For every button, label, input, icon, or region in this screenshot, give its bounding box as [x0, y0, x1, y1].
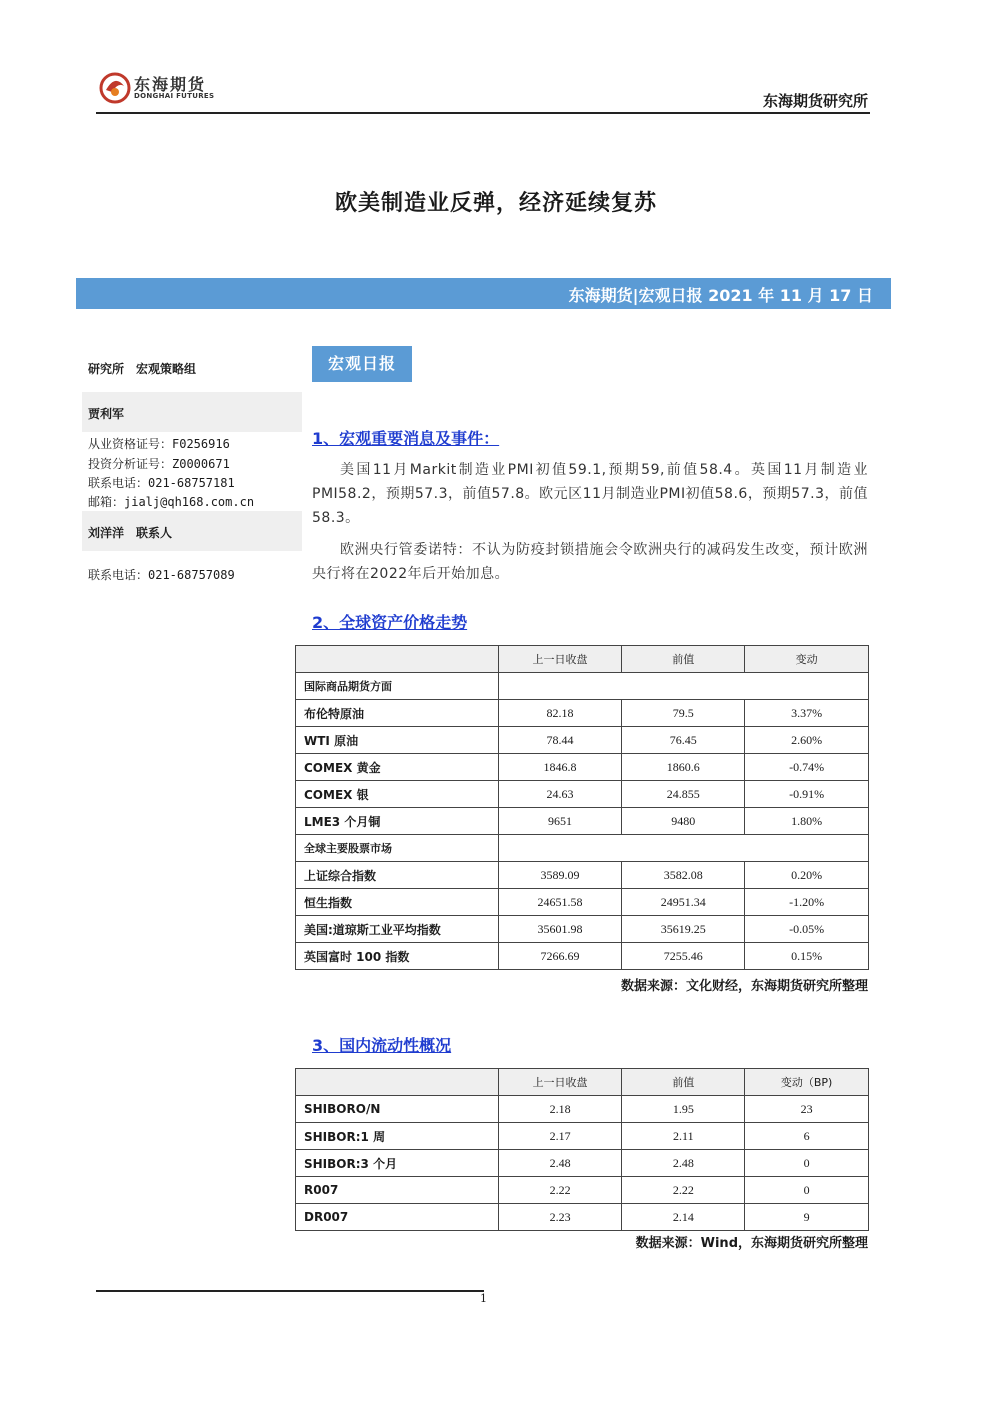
prev-close: 2.18 [498, 1096, 622, 1123]
rate-name: SHIBOR:1 周 [296, 1123, 499, 1150]
prev-close: 24.63 [498, 781, 622, 808]
analyst1-invest-cert: 投资分析证号：Z0000671 [88, 457, 230, 471]
analyst1-phone: 联系电话：021-68757181 [88, 476, 235, 490]
asset-name: 布伦特原油 [296, 700, 499, 727]
table-header-row [296, 646, 869, 673]
asset-name: COMEX 银 [296, 781, 499, 808]
rate-name: DR007 [296, 1204, 499, 1231]
prior-value: 79.5 [622, 700, 745, 727]
table-row [296, 1177, 869, 1204]
table-row [296, 700, 869, 727]
table-row [296, 808, 869, 835]
asset-name: 上证综合指数 [296, 862, 499, 889]
prev-close: 3589.09 [498, 862, 622, 889]
report-banner [76, 278, 891, 309]
prior-value: 76.45 [622, 727, 745, 754]
prev-close: 9651 [498, 808, 622, 835]
analyst1-name: 贾利军 [88, 407, 125, 421]
group-label: 国际商品期货方面 [296, 673, 499, 700]
liquidity-table [295, 1068, 869, 1231]
section3-source: 数据来源：Wind，东海期货研究所整理 [635, 1236, 868, 1251]
change: -1.20% [745, 889, 869, 916]
section2-title: 2、全球资产价格走势 [312, 613, 468, 632]
change-bp: 0 [745, 1150, 869, 1177]
asset-name: LME3 个月铜 [296, 808, 499, 835]
change: 2.60% [745, 727, 869, 754]
table-row [296, 754, 869, 781]
prev-close: 2.17 [498, 1123, 622, 1150]
change-bp: 6 [745, 1123, 869, 1150]
prior-value: 24.855 [622, 781, 745, 808]
header-cell: 前值 [622, 1069, 745, 1096]
analyst2-phone: 联系电话：021-68757089 [88, 568, 235, 582]
prior-value: 9480 [622, 808, 745, 835]
report-title: 欧美制造业反弹，经济延续复苏 [334, 191, 657, 216]
page-number: 1 [480, 1292, 487, 1305]
header-divider [96, 112, 870, 114]
prev-close: 2.48 [498, 1150, 622, 1177]
prev-close: 1846.8 [498, 754, 622, 781]
change: 0.20% [745, 862, 869, 889]
asset-name: 英国富时 100 指数 [296, 943, 499, 970]
institute-name: 东海期货研究所 [762, 92, 868, 110]
rate-name: SHIBOR:3 个月 [296, 1150, 499, 1177]
prior-value: 2.14 [622, 1204, 745, 1231]
prior-value: 1.95 [622, 1096, 745, 1123]
table-row [296, 889, 869, 916]
group-empty-cell [498, 673, 868, 700]
report-type-tag: 宏观日报 [312, 346, 412, 382]
prior-value: 1860.6 [622, 754, 745, 781]
header-cell: 变动（BP) [745, 1069, 869, 1096]
prev-close: 82.18 [498, 700, 622, 727]
change-bp: 0 [745, 1177, 869, 1204]
header-cell [296, 1069, 499, 1096]
analyst2-name: 刘洋洋 联系人 [88, 526, 173, 540]
group-label: 全球主要股票市场 [296, 835, 499, 862]
banner-text: 东海期货|宏观日报 2021 年 11 月 17 日 [568, 286, 873, 305]
prev-close: 78.44 [498, 727, 622, 754]
table-row [296, 862, 869, 889]
table-row [296, 916, 869, 943]
section1-title: 1、宏观重要消息及事件： [312, 429, 500, 448]
prev-close: 2.22 [498, 1177, 622, 1204]
change: 0.15% [745, 943, 869, 970]
asset-name: 美国:道琼斯工业平均指数 [296, 916, 499, 943]
change: 3.37% [745, 700, 869, 727]
header-cell: 前值 [622, 646, 745, 673]
prior-value: 24951.34 [622, 889, 745, 916]
table-row [296, 943, 869, 970]
section3-title: 3、国内流动性概况 [312, 1036, 452, 1055]
prev-close: 7266.69 [498, 943, 622, 970]
asset-name: WTI 原油 [296, 727, 499, 754]
prev-close: 2.23 [498, 1204, 622, 1231]
prior-value: 2.22 [622, 1177, 745, 1204]
change: -0.91% [745, 781, 869, 808]
change: -0.05% [745, 916, 869, 943]
table-row [296, 1123, 869, 1150]
rate-name: SHIBORO/N [296, 1096, 499, 1123]
group-empty-cell [498, 835, 868, 862]
asset-price-table [295, 645, 869, 970]
table-row [296, 1150, 869, 1177]
analyst1-email[interactable]: 邮箱：jialj@qh168.com.cn [88, 495, 255, 509]
change: 1.80% [745, 808, 869, 835]
prior-value: 7255.46 [622, 943, 745, 970]
table-row [296, 727, 869, 754]
section2-source: 数据来源：文化财经，东海期货研究所整理 [620, 979, 868, 994]
header-cell [296, 646, 499, 673]
table-row [296, 781, 869, 808]
header-cell: 上一日收盘 [498, 1069, 622, 1096]
prev-close: 35601.98 [498, 916, 622, 943]
prior-value: 2.48 [622, 1150, 745, 1177]
prior-value: 3582.08 [622, 862, 745, 889]
change-bp: 9 [745, 1204, 869, 1231]
section1-paragraph-2: 欧洲央行管委诺特：不认为防疫封锁措施会令欧洲央行的减码发生改变，预计欧洲央行将在2022年后开始加息。 [312, 542, 868, 582]
header-cell: 变动 [745, 646, 869, 673]
section1-paragraph-1: 美国11月Markit制造业PMI初值59.1,预期59,前值58.4。英国11月制造业PMI58.2，预期57.3，前值57.8。欧元区11月制造业PMI初值58.6，预期57.3，前值58.3。 [312, 462, 868, 526]
dragon-logo-icon [98, 70, 132, 106]
change: -0.74% [745, 754, 869, 781]
group-row [296, 835, 869, 862]
prev-close: 24651.58 [498, 889, 622, 916]
footer-divider [96, 1290, 484, 1292]
header-cell: 上一日收盘 [498, 646, 622, 673]
change-bp: 23 [745, 1096, 869, 1123]
logo-text-en: DONGHAI FUTURES [134, 92, 215, 100]
rate-name: R007 [296, 1177, 499, 1204]
company-logo [98, 70, 238, 110]
table-header-row [296, 1069, 869, 1096]
asset-name: COMEX 黄金 [296, 754, 499, 781]
asset-name: 恒生指数 [296, 889, 499, 916]
analyst1-cert: 从业资格证号：F0256916 [88, 437, 230, 451]
dept-name: 研究所 宏观策略组 [88, 362, 197, 376]
table-row [296, 1096, 869, 1123]
prior-value: 2.11 [622, 1123, 745, 1150]
prior-value: 35619.25 [622, 916, 745, 943]
group-row [296, 673, 869, 700]
logo-text-cn: 东海期货 [134, 75, 207, 94]
table-row [296, 1204, 869, 1231]
